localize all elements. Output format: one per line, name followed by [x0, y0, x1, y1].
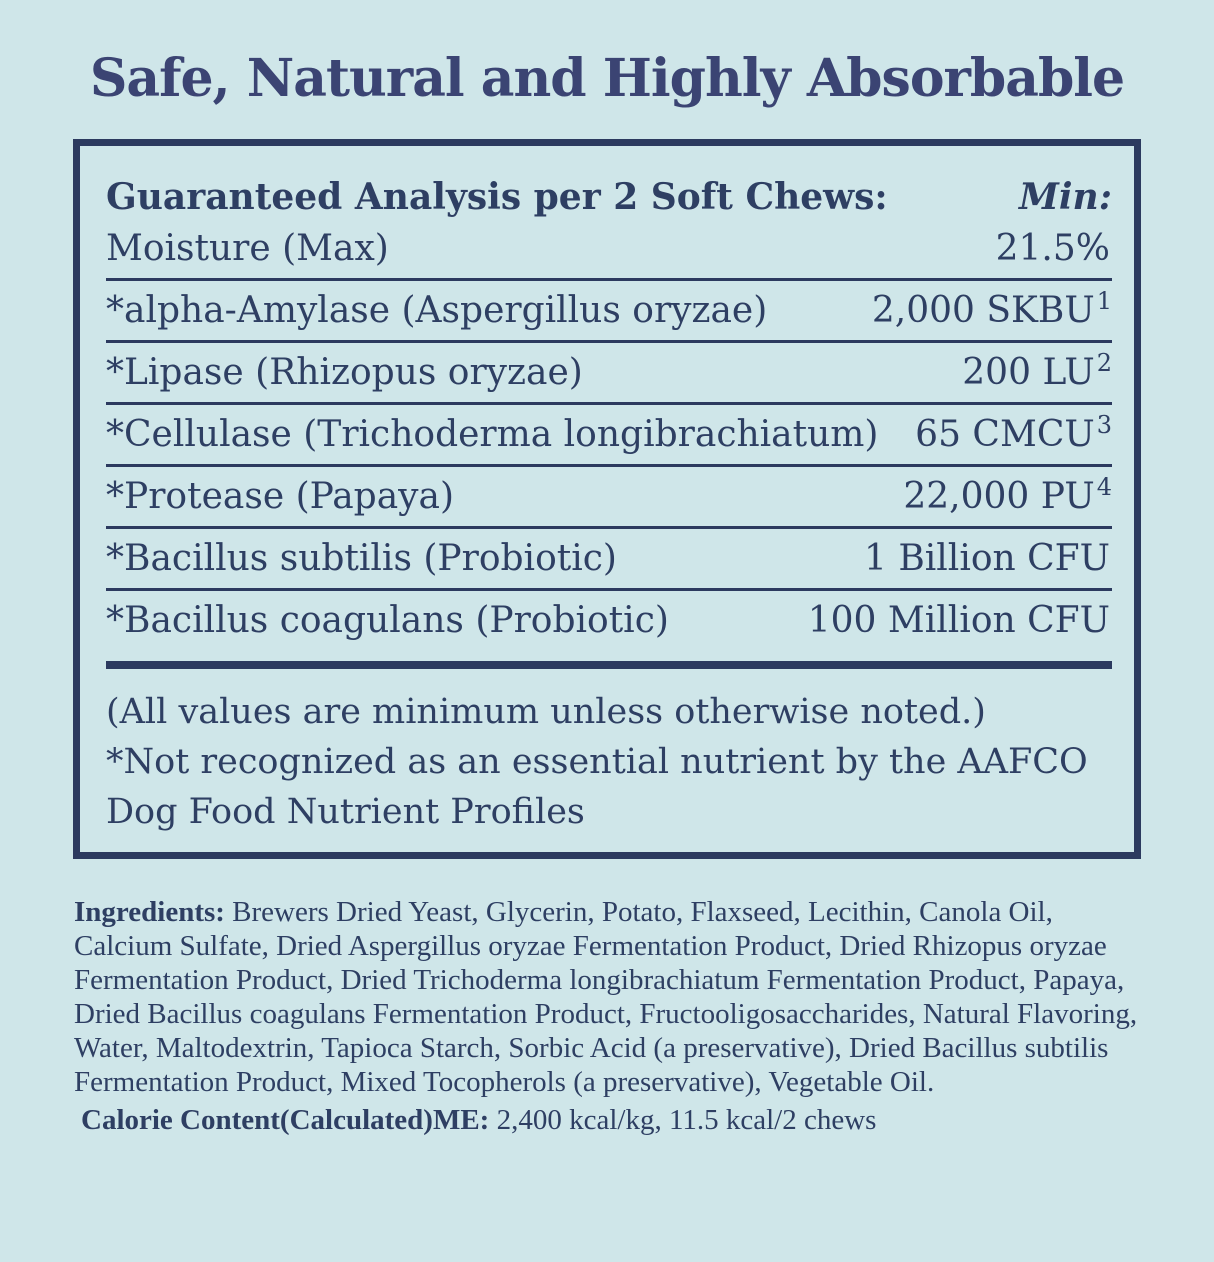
analysis-row-value-text: 200 LU	[962, 352, 1095, 393]
analysis-row-name: *Protease (Papaya)	[106, 476, 455, 517]
table-row-bacillus-subtilis	[106, 529, 1112, 591]
ingredients-paragraph	[74, 895, 1144, 1099]
ingredients-text: Brewers Dried Yeast, Glycerin, Potato, Flaxseed, Lecithin, Canola Oil, Calcium Sulfate, Dried Aspergillus oryzae Fermentation Product, Dried Rhizopus oryzae Fermentation Product, Dried Trichoderma longibrachiatum Fermentation Product, Papaya, Dried Bacillus coagulans Fermentation Product, Fructooligosaccharides, Natural Flavoring, Water, Maltodextrin, Tapioca Starch, Sorbic Acid (a preservative), Dried Bacillus subtilis Fermentation Product, Mixed Tocopherols (a preservative), Vegetable Oil.	[74, 896, 1138, 1098]
analysis-row-name: *Bacillus coagulans (Probiotic)	[106, 600, 669, 641]
analysis-row-value	[895, 411, 1112, 456]
analysis-row-name: *Bacillus subtilis (Probiotic)	[106, 538, 617, 579]
section-divider	[106, 661, 1112, 669]
calorie-content-text: 2,400 kcal/kg, 11.5 kcal/2 chews	[496, 1104, 877, 1136]
analysis-row-value	[844, 538, 1112, 580]
analysis-row-value	[852, 287, 1112, 332]
analysis-header-row	[106, 158, 1112, 219]
analysis-row-name: *alpha-Amylase (Aspergillus oryzae)	[106, 290, 768, 331]
page-title: Safe, Natural and Highly Absorbable	[89, 48, 1125, 109]
analysis-rows	[106, 219, 1112, 650]
guaranteed-analysis-panel	[73, 139, 1141, 859]
calorie-content-line	[74, 1103, 1144, 1137]
analysis-row-value-text: 100 Million CFU	[807, 600, 1110, 641]
ingredients-label: Ingredients:	[74, 896, 225, 928]
footnote-aafco-line1: *Not recognized as an essential nutrient by the AAFCO	[106, 742, 1088, 782]
table-row-protease	[106, 467, 1112, 529]
footnote-aafco-line2: Dog Food Nutrient Profiles	[106, 792, 585, 832]
analysis-row-name: *Cellulase (Trichoderma longibrachiatum)	[106, 414, 879, 455]
calorie-content-label: Calorie Content(Calculated)ME:	[81, 1104, 490, 1136]
analysis-row-name: Moisture (Max)	[106, 228, 389, 269]
analysis-row-value	[788, 600, 1112, 642]
analysis-row-value-text: 22,000 PU	[903, 476, 1095, 517]
analysis-header-label: Guaranteed Analysis per 2 Soft Chews:	[106, 176, 888, 218]
table-row-cellulase	[106, 405, 1112, 467]
table-row-lipase	[106, 343, 1112, 405]
analysis-row-value-text: 21.5%	[995, 228, 1110, 269]
min-column-header: Min:	[1019, 176, 1112, 218]
table-row-moisture	[106, 219, 1112, 281]
table-row-alpha-amylase	[106, 281, 1112, 343]
analysis-row-value	[883, 473, 1112, 518]
footnote-marker: 4	[1096, 473, 1112, 501]
analysis-row-value	[976, 228, 1112, 270]
table-row-bacillus-coagulans	[106, 591, 1112, 650]
analysis-row-value	[942, 349, 1112, 394]
footnote-marker: 3	[1096, 411, 1112, 439]
analysis-row-value-text: 65 CMCU	[915, 414, 1095, 455]
footnote-all-values: (All values are minimum unless otherwise noted.)	[106, 692, 986, 732]
footnote-marker: 2	[1096, 349, 1112, 377]
analysis-row-value-text: 1 Billion CFU	[863, 538, 1110, 579]
analysis-row-name: *Lipase (Rhizopus oryzae)	[106, 352, 583, 393]
analysis-row-value-text: 2,000 SKBU	[871, 290, 1095, 331]
analysis-footnotes	[106, 687, 1112, 837]
footnote-marker: 1	[1096, 287, 1112, 315]
